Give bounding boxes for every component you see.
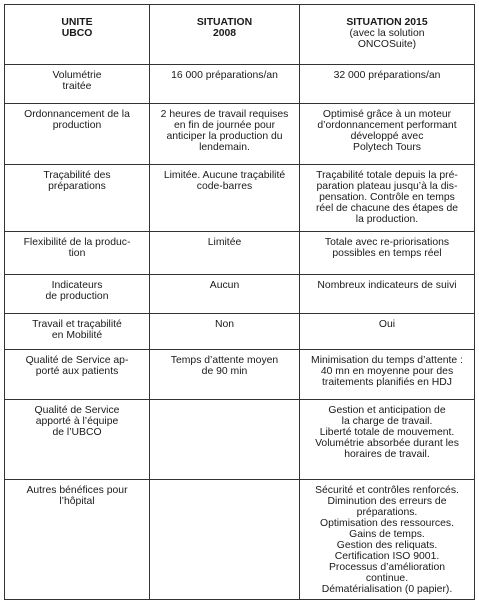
row-autres-benefices (5, 480, 475, 600)
header-unite (5, 5, 150, 65)
cell-2008: 16 000 préparations/an (150, 65, 300, 104)
header-situation-2015-sub: (avec la solution ONCOSuite) (349, 28, 425, 50)
header-situation-2015 (300, 5, 475, 65)
row-label: Travail et traçabilité en Mobilité (5, 314, 150, 350)
cell-2015: Gestion et anticipation de la charge de travail. Liberté totale de mouvement. Volumétrie absorbée durant les horaires de travail. (300, 400, 475, 480)
header-situation-2008-label: SITUATION 2008 (196, 17, 253, 39)
row-qualite-equipe (5, 400, 475, 480)
cell-2008: Temps d’attente moyen de 90 min (150, 350, 300, 400)
row-tracabilite (5, 165, 475, 232)
row-label: Qualité de Service ap- porté aux patients (5, 350, 150, 400)
cell-2008 (150, 400, 300, 480)
header-situation-2015-label: SITUATION 2015 (346, 17, 428, 28)
row-flexibilite (5, 232, 475, 275)
row-volumetrie (5, 65, 475, 104)
row-mobilite (5, 314, 475, 350)
cell-2015: Totale avec re-priorisations possibles en temps réel (300, 232, 475, 275)
row-ordonnancement (5, 104, 475, 165)
row-label: Autres bénéfices pour l’hôpital (5, 480, 150, 600)
row-label: Flexibilité de la produc- tion (5, 232, 150, 275)
row-label: Qualité de Service apporté à l’équipe de l’UBCO (5, 400, 150, 480)
row-qualite-patients (5, 350, 475, 400)
row-label: Traçabilité des préparations (5, 165, 150, 232)
row-indicateurs (5, 275, 475, 314)
cell-2015: 32 000 préparations/an (300, 65, 475, 104)
cell-2015: Minimisation du temps d’attente : 40 mn en moyenne pour des traitements planifiés en HDJ (300, 350, 475, 400)
cell-2008: Limitée (150, 232, 300, 275)
cell-2008 (150, 480, 300, 600)
row-label: Volumétrie traitée (5, 65, 150, 104)
row-label: Indicateurs de production (5, 275, 150, 314)
cell-2008: Limitée. Aucune traçabilité code-barres (150, 165, 300, 232)
cell-2015: Oui (300, 314, 475, 350)
cell-2015: Nombreux indicateurs de suivi (300, 275, 475, 314)
header-unite-label: UNITE UBCO (61, 17, 93, 39)
cell-2008: 2 heures de travail requises en fin de journée pour anticiper la production du lendemain. (150, 104, 300, 165)
row-label: Ordonnancement de la production (5, 104, 150, 165)
cell-2008: Aucun (150, 275, 300, 314)
cell-2015: Sécurité et contrôles renforcés. Diminution des erreurs de préparations. Optimisation des ressources. Gains de temps. Gestion des reliquats. Certification ISO 9001. Processus d’amélioration continue. Dématérialisation (0 papier). (300, 480, 475, 600)
comparison-table (4, 4, 475, 600)
cell-2015: Optimisé grâce à un moteur d’ordonnancement performant développé avec Polytech Tours (300, 104, 475, 165)
header-row (5, 5, 475, 65)
cell-2008: Non (150, 314, 300, 350)
cell-2015: Traçabilité totale depuis la pré- paration plateau jusqu’à la dis- pensation. Contrôle en temps réel de chacune des étapes de la production. (300, 165, 475, 232)
header-situation-2008 (150, 5, 300, 65)
